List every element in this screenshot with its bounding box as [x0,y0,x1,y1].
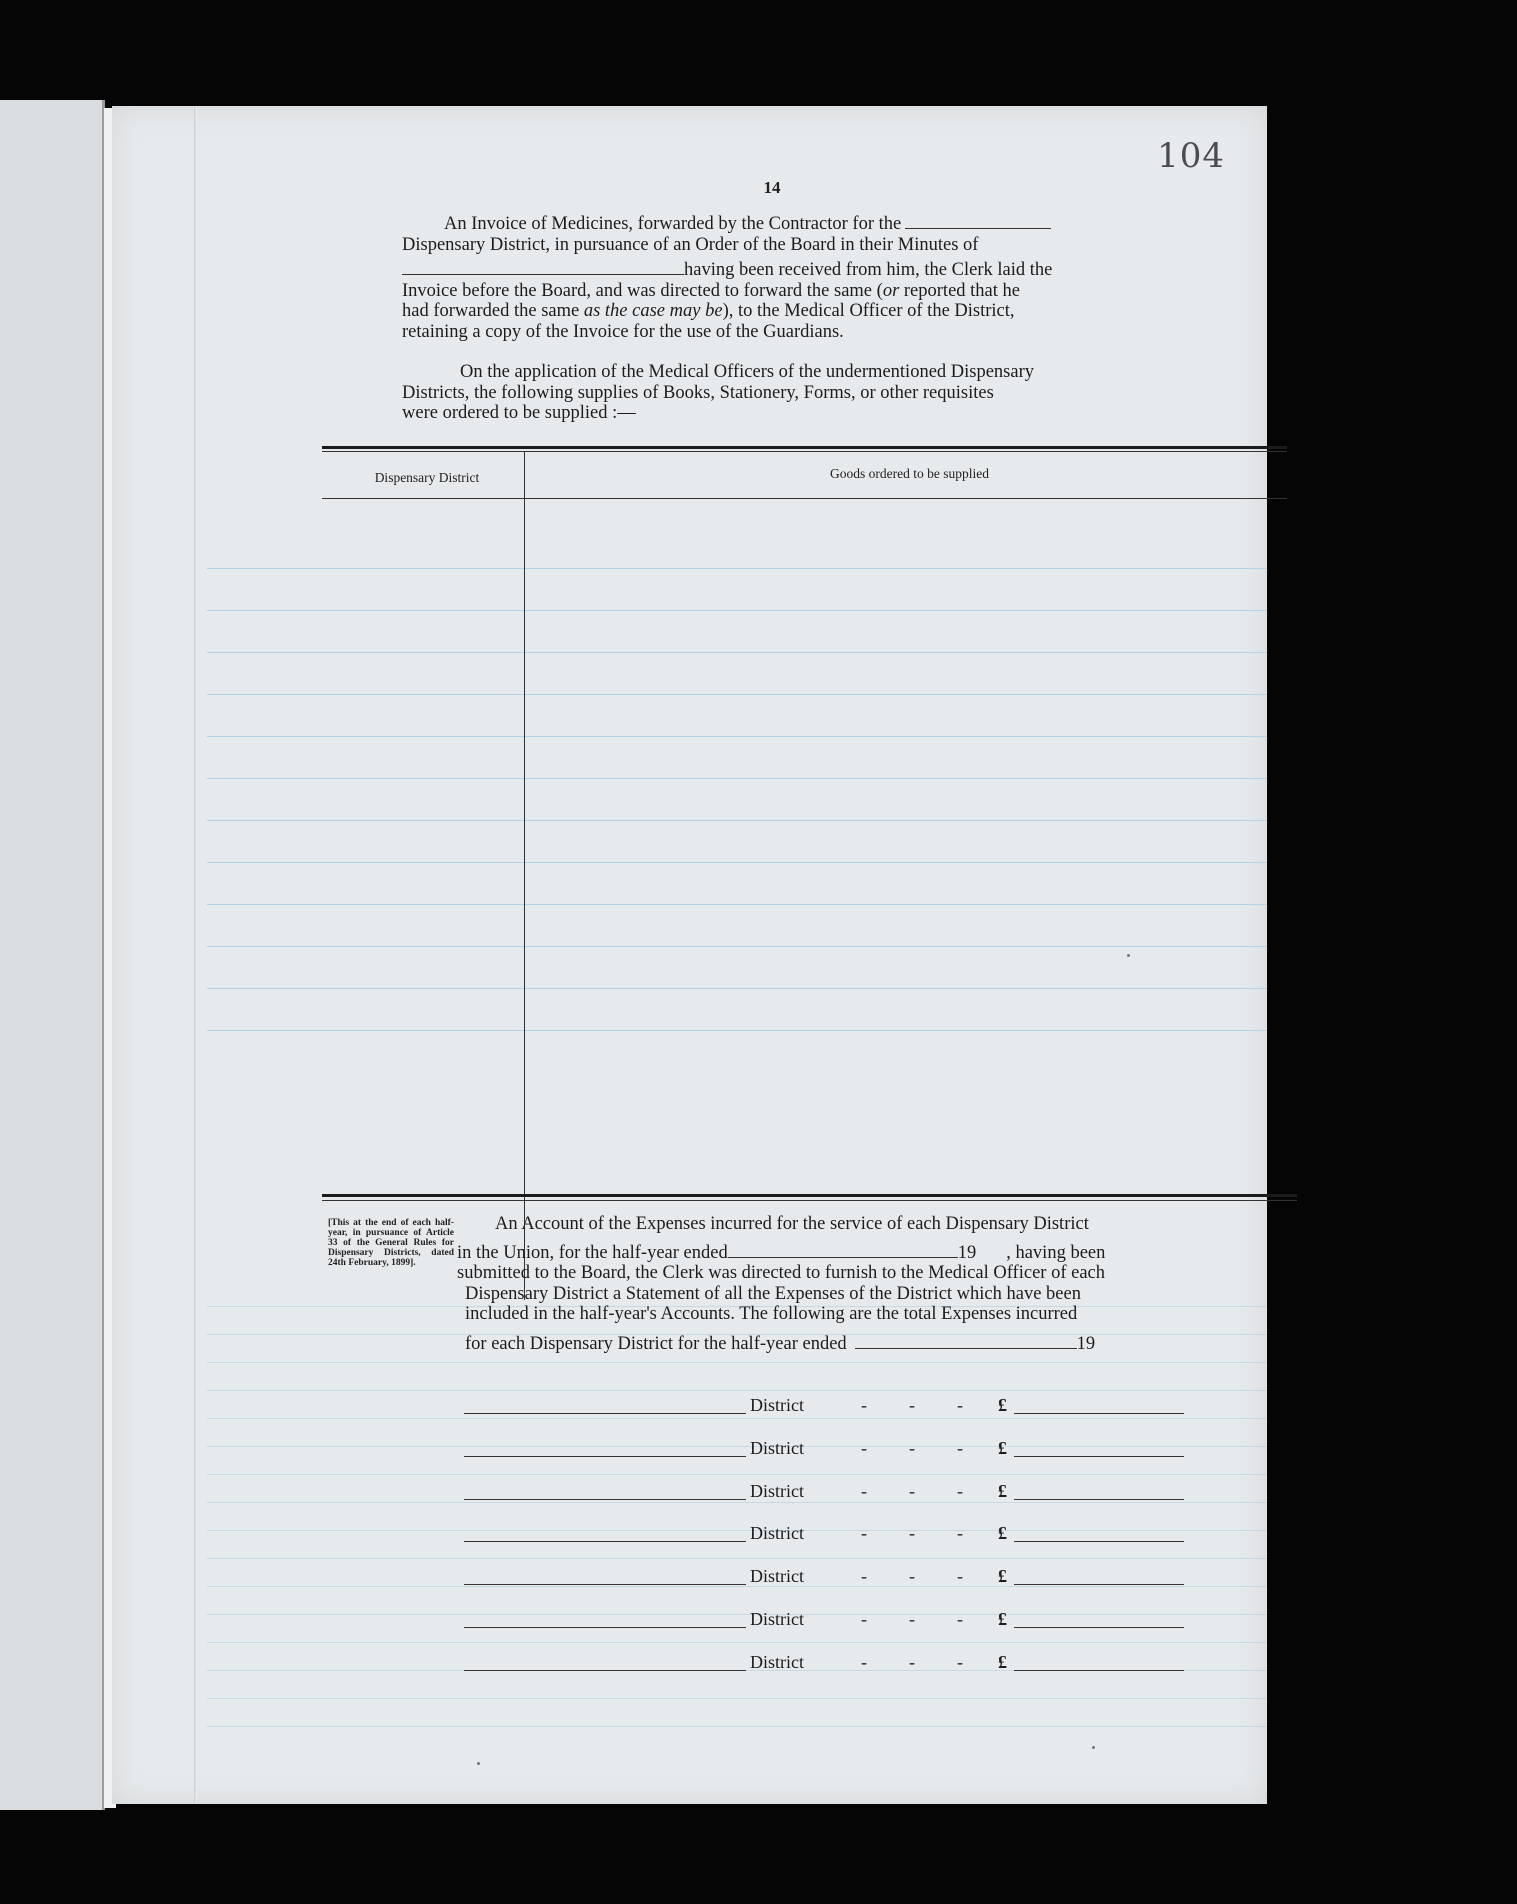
leader-dash: - [861,1395,867,1415]
district-row [464,1392,1184,1420]
page-number: 14 [763,178,781,197]
pound-sign: £ [998,1651,1007,1672]
district-label: District [750,1566,804,1587]
expenses-line-5: included in the half-year's Accounts. The following are the total Expenses incurred [465,1304,1078,1324]
side-note: [This at the end of each half-year, in pursuance of Article 33 of the General Rules for Dispensary Districts, dated 24th February, 1899]. [328,1218,454,1268]
column-header-dispensary-district: Dispensary District [374,470,480,485]
leader-dash: - [909,1566,915,1587]
ruled-line [207,820,1267,821]
invoice-paragraph [402,214,1230,342]
ruled-line [207,652,1267,653]
half-year-ended-blank[interactable] [728,1243,958,1258]
invoice-line-6: retaining a copy of the Invoice for the use of the Guardians. [402,321,844,342]
paper-speck [1127,954,1130,957]
district-row [464,1606,1184,1634]
leader-dash: - [909,1523,915,1544]
ruled-line [207,1698,1267,1699]
invoice-line-5a: had forwarded the same [402,301,584,321]
table-bottom-thin-rule [322,1200,1297,1201]
expenses-line-6-year: 19 [1076,1333,1096,1354]
district-label: District [750,1395,804,1415]
leader-dash: - [957,1566,963,1587]
expenses-line-4: Dispensary District a Statement of all the Expenses of the District which have been [465,1283,1081,1304]
leader-dash: - [909,1437,915,1458]
leader-dash: - [957,1523,963,1544]
requisites-line-1: On the application of the Medical Officers of the undermentioned Dispensary [460,362,1035,382]
leader-dash: - [957,1480,963,1501]
leader-dash: - [909,1609,915,1629]
ruled-line [207,610,1267,611]
leader-dash: - [909,1480,915,1501]
ruled-line [207,904,1267,905]
leader-dash: - [861,1651,867,1672]
column-header-goods-ordered: Goods ordered to be supplied [830,466,989,481]
district-row [464,1563,1184,1591]
invoice-line-4: Invoice before the Board, and was directed to forward the same ( [402,280,883,301]
leader-dash: - [861,1609,867,1629]
invoice-line-3: having been received from him, the Clerk laid the [684,260,1053,280]
amount-blank[interactable] [1014,1499,1184,1500]
pound-sign: £ [998,1609,1007,1629]
ruled-line [207,988,1267,989]
expenses-line-3: submitted to the Board, the Clerk was directed to furnish to the Medical Officer of each [457,1263,1105,1283]
district-name-blank[interactable] [464,1627,746,1628]
amount-blank[interactable] [1014,1584,1184,1585]
leader-dash: - [957,1609,963,1629]
left-facing-page [0,100,105,1810]
leader-dash: - [957,1651,963,1672]
paper-speck [1092,1746,1095,1749]
ruled-line [207,1642,1267,1643]
page-fold [194,106,197,1804]
invoice-line-4-or: or [882,280,900,301]
leader-dash: - [909,1395,915,1415]
paper-speck [477,1762,480,1765]
district-row [464,1435,1184,1463]
expenses-line-6a: for each Dispensary District for the half-year ended [465,1333,847,1354]
contractor-district-blank[interactable] [905,214,1051,229]
ruled-line [207,778,1267,779]
district-label: District [750,1437,804,1458]
district-label: District [750,1480,804,1501]
table-top-thin-rule [322,451,1287,452]
requisites-line-3: were ordered to be supplied :— [402,403,636,423]
invoice-line-5-italic: as the case may be [583,301,723,321]
amount-blank[interactable] [1014,1670,1184,1671]
pound-sign: £ [998,1566,1007,1587]
ruled-line [207,862,1267,863]
leader-dash: - [861,1523,867,1544]
ruled-line [207,1030,1267,1031]
ruled-line [207,694,1267,695]
amount-blank[interactable] [1014,1413,1184,1414]
district-label: District [750,1651,804,1672]
requisites-line-2: Districts, the following supplies of Books, Stationery, Forms, or other requisites [402,382,994,403]
expenses-line-2b: , having been [1006,1242,1106,1263]
ruled-line [207,1726,1267,1727]
pound-sign: £ [998,1437,1007,1458]
district-name-blank[interactable] [464,1541,746,1542]
expenses-line-1: An Account of the Expenses incurred for the service of each Dispensary District [495,1214,1089,1234]
leader-dash: - [861,1566,867,1587]
ruled-line [207,1390,1267,1391]
district-name-blank[interactable] [464,1413,746,1414]
amount-blank[interactable] [1014,1627,1184,1628]
header-bottom-rule [322,498,1287,499]
district-row [464,1478,1184,1506]
district-name-blank[interactable] [464,1456,746,1457]
district-row [464,1649,1184,1677]
expenses-line-2-year: 19 [957,1242,977,1263]
pound-sign: £ [998,1480,1007,1501]
table-top-rule [322,446,1287,449]
column-divider [524,452,525,1300]
expenses-paragraph [457,1214,1297,1354]
leader-dash: - [861,1480,867,1501]
pound-sign: £ [998,1395,1007,1415]
district-name-blank[interactable] [464,1584,746,1585]
district-row [464,1520,1184,1548]
invoice-line-1: An Invoice of Medicines, forwarded by the Contractor for the [444,214,902,234]
district-name-blank[interactable] [464,1499,746,1500]
amount-blank[interactable] [1014,1541,1184,1542]
register-page [112,106,1267,1804]
ruled-line [207,946,1267,947]
leader-dash: - [957,1395,963,1415]
invoice-line-4-end: reported that he [899,280,1020,301]
amount-blank[interactable] [1014,1456,1184,1457]
minutes-date-blank[interactable] [402,260,684,275]
ruled-line [207,1362,1267,1363]
ruled-line [207,1474,1267,1475]
requisites-paragraph [402,362,1230,424]
invoice-line-5b: ), to the Medical Officer of the District, [722,301,1015,321]
leader-dash: - [957,1437,963,1458]
district-name-blank[interactable] [464,1670,746,1671]
district-label: District [750,1523,804,1544]
invoice-line-2: Dispensary District, in pursuance of an Order of the Board in their Minutes of [402,234,979,255]
ruled-line [207,736,1267,737]
ruled-line [207,568,1267,569]
leader-dash: - [861,1437,867,1458]
district-label: District [750,1609,804,1629]
leader-dash: - [909,1651,915,1672]
pound-sign: £ [998,1523,1007,1544]
expenses-line-2a: in the Union, for the half-year ended [457,1242,728,1263]
ruled-line [207,1558,1267,1559]
folio-number: 104 [1157,136,1225,176]
table-bottom-rule [322,1194,1297,1197]
accounts-half-year-blank[interactable] [855,1334,1077,1349]
